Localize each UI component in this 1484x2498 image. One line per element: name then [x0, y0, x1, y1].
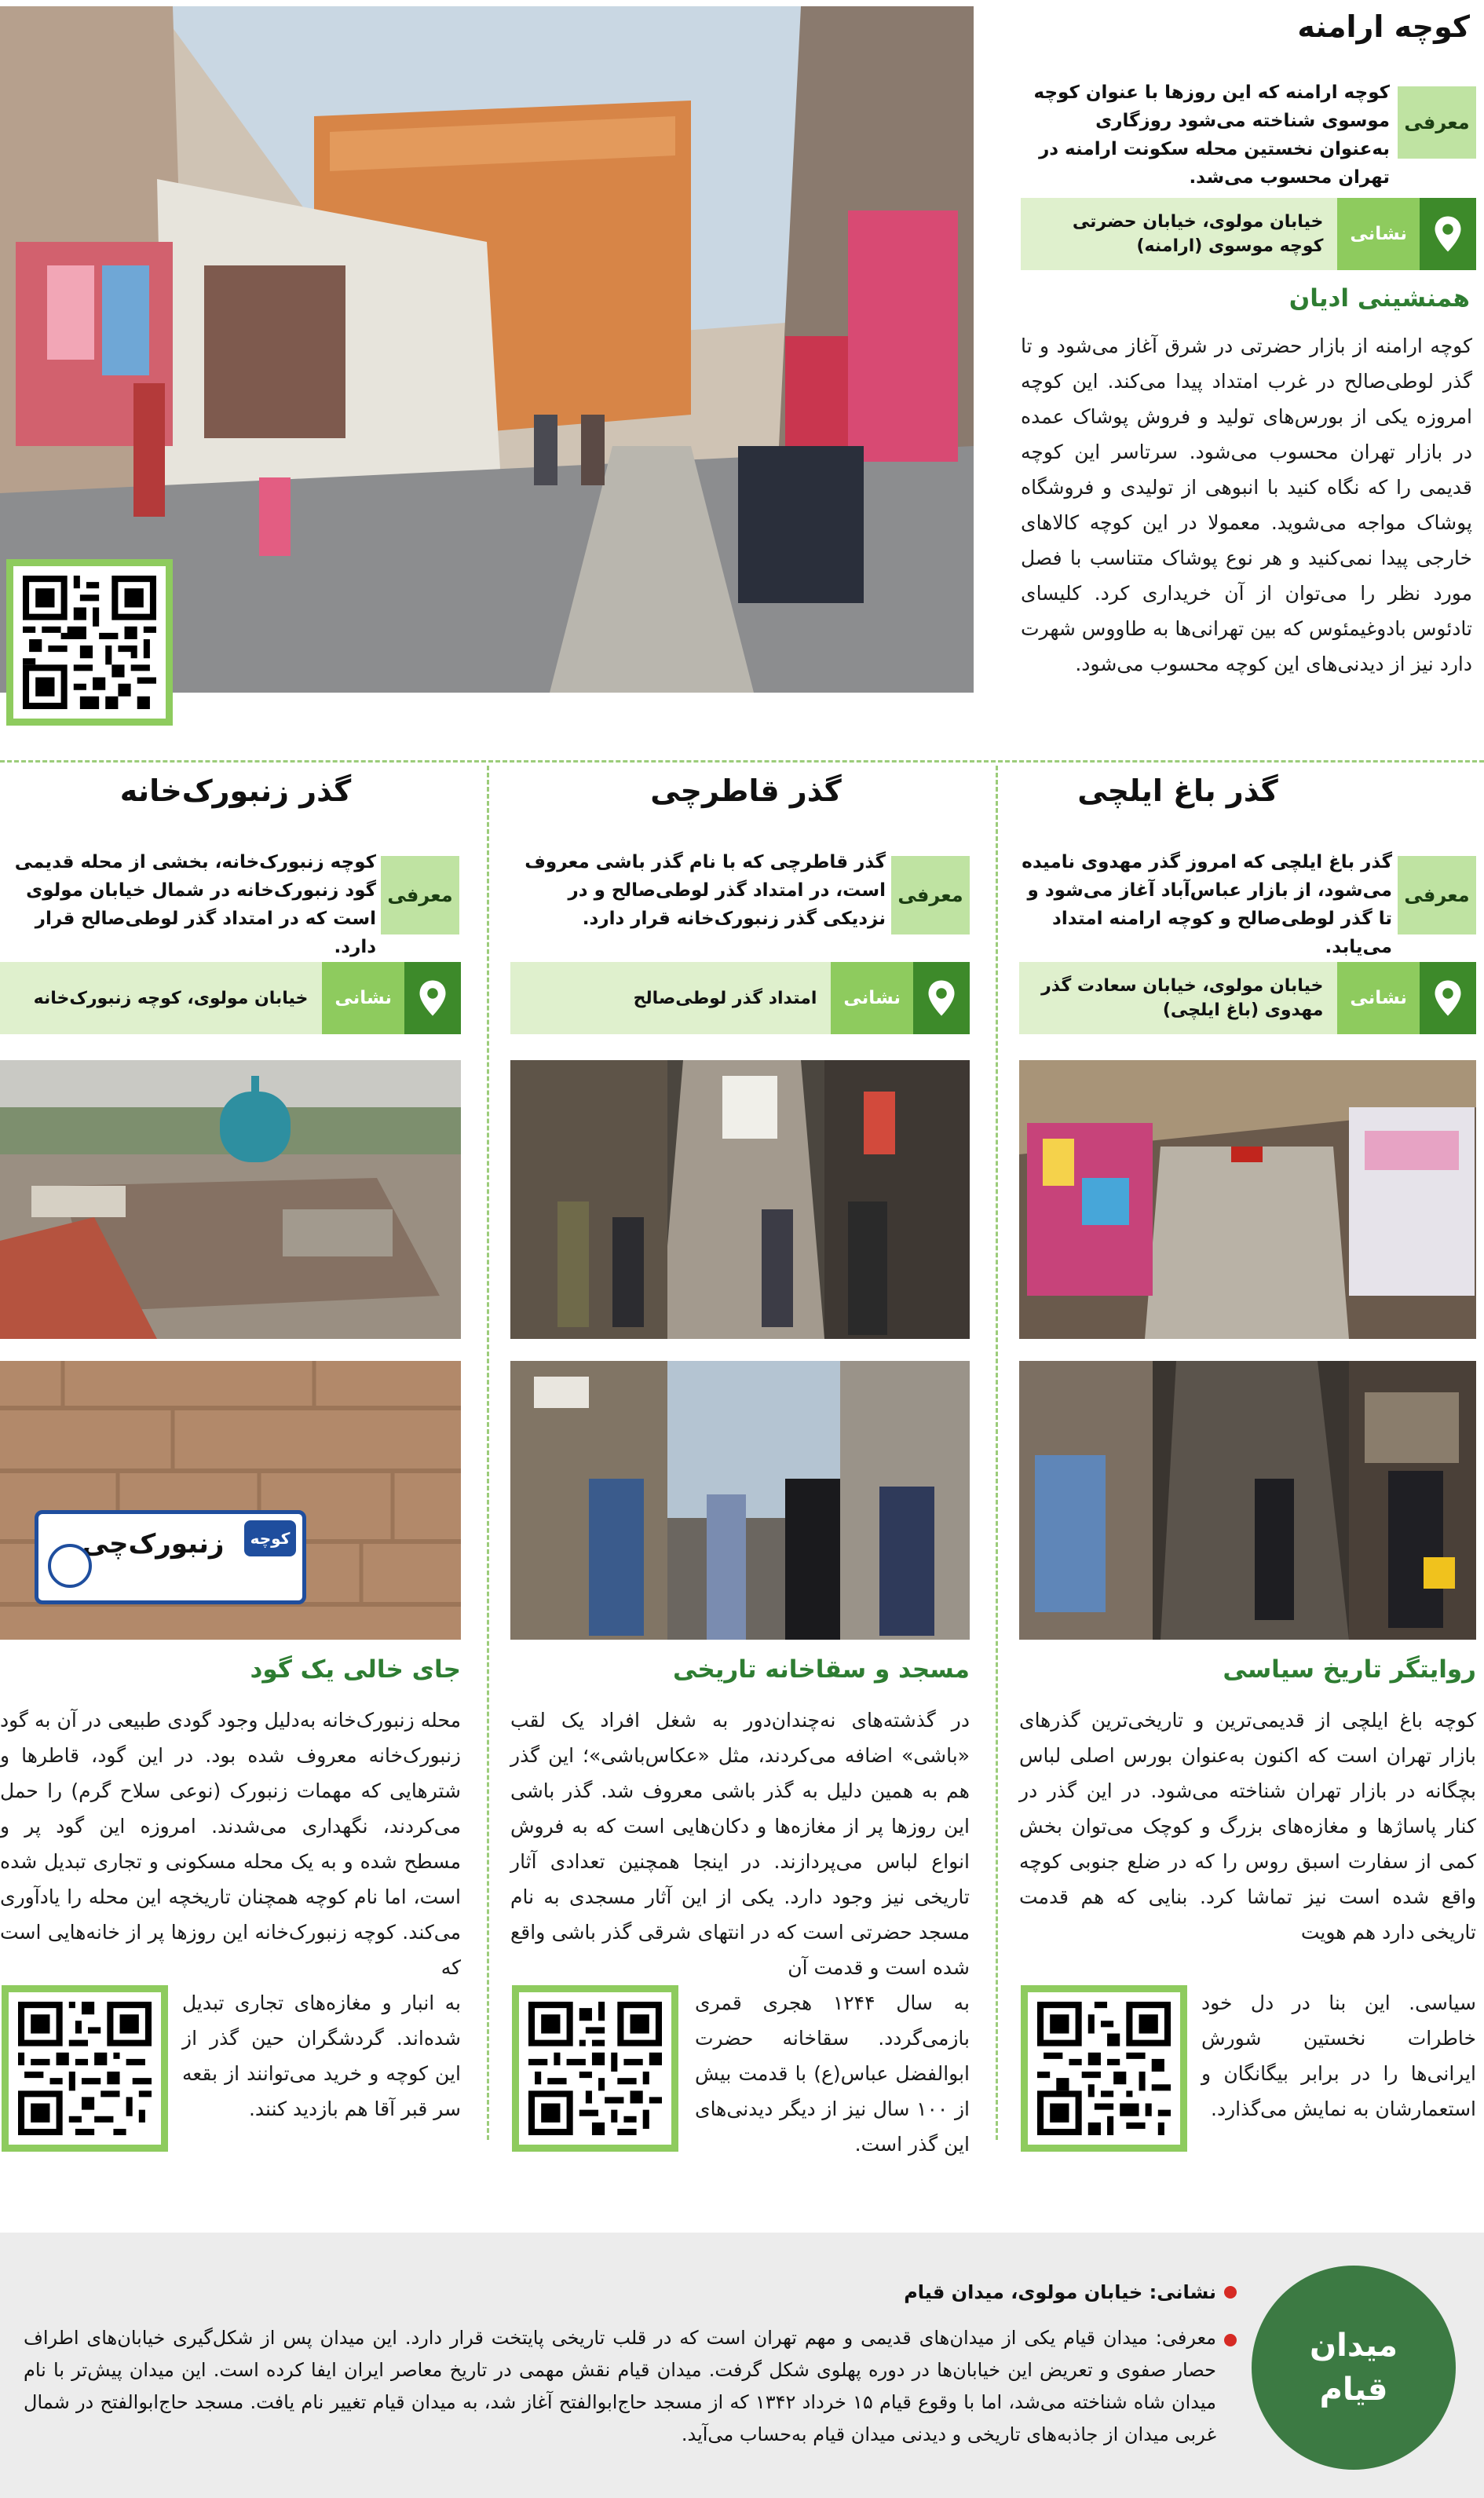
baghilchi-address-label: نشانی [1337, 962, 1420, 1034]
armeneh-qr-code[interactable] [6, 559, 173, 726]
baghilchi-address-bar [1019, 962, 1476, 1034]
armeneh-body: کوچه ارامنه از بازار حضرتی در شرق آغاز می‌شود و تا گذر لوطی‌صالح در غرب امتداد پیدا می‌کند. این کوچه امروزه یکی از بورس‌های تولید و فروش پوشاک عمده در بازار تهران محسوب می‌شود. سرتاسر این کوچه قدیمی را که نگاه کنید با انبوهی از تولیدی و فروشگاه پوشاک مواجه می‌شوید. معمولا در این کوچه کالاهای خارجی پیدا نمی‌کنید و هر نوع پوشاک متناسب با فصل مورد نظر را می‌توان از آن خریداری کرد. کلیسای تادئوس بادوغیمئوس که بین تهرانی‌ها به طاووس شهرت دارد نیز از دیدنی‌های این کوچه محسوب می‌شود. [1021, 335, 1472, 675]
baghilchi-qr-code[interactable] [1021, 1985, 1187, 2152]
armeneh-title: کوچه ارامنه [1297, 9, 1470, 44]
zanburak-photo-1 [0, 1060, 461, 1339]
map-pin-icon [1434, 980, 1462, 1016]
baghilchi-intro-label: معرفی [1398, 856, 1476, 934]
baghilchi-title: گذر باغ ایلچی [1077, 774, 1278, 808]
baghilchi-pin [1420, 962, 1476, 1034]
ghatorchi-title: گذر قاطرچی [650, 774, 842, 808]
baghilchi-address: خیابان مولوی، خیابان سعادت گذر مهدوی (باغ ایلچی) [1041, 976, 1324, 1020]
zanburak-body: محله زنبورک‌خانه به‌دلیل وجود گودی طبیعی در آن به گود زنبورک‌خانه معروف شده بود. در این گود، قاطرها و شترهایی که مهمات زنبورک (نوعی سلاح گرم) را حمل می‌کردند، نگهداری می‌شدند. امروزه این گود پر و مسطح شده و به یک محله مسکونی و تجاری تبدیل شده است، اما نام کوچه همچنان تاریخچه این محله را یادآوری می‌کند. کوچه زنبورک‌خانه این روزها پر از خانه‌هایی است که [0, 1709, 461, 1979]
zanburak-address: خیابان مولوی، کوچه زنبورک‌خانه [33, 988, 309, 1008]
ghatorchi-qr-code[interactable] [512, 1985, 678, 2152]
zanburak-body-tail: به انبار و مغازه‌های تجاری تبدیل شده‌اند. گردشگران حین گذر از این کوچه و خرید می‌توانند از بقعه سر قبر آقا هم بازدید کنند. [182, 1991, 461, 2120]
qr-code-icon [23, 576, 156, 709]
armeneh-intro-label: معرفی [1398, 86, 1476, 159]
qr-code-icon [1037, 2002, 1171, 2135]
zanburak-address-label: نشانی [322, 962, 404, 1034]
footer-intro-row [24, 2322, 1237, 2451]
ghatorchi-body: در گذشته‌های نه‌چندان‌دور به شغل افراد یک لقب «باشی» اضافه می‌کردند، مثل «عکاس‌باشی»؛ این گذر هم به همین دلیل به گذر باشی معروف شد. گذر باشی این روزها پر از مغازه‌ها و دکان‌هایی است که به فروش انواع لباس می‌پردازند. در اینجا همچنین تعدادی آثار تاریخی نیز وجود دارد. یکی از این آثار مسجدی به نام مسجد حضرتی است که در انتهای شرقی گذر باشی واقع شده است و قدمت آن [510, 1709, 970, 1979]
zanburak-street-sign [35, 1510, 306, 1604]
ghatorchi-address-bar [510, 962, 970, 1034]
qr-code-icon [18, 2002, 152, 2135]
ghatorchi-photo-1 [510, 1060, 970, 1339]
ghatorchi-address-label: نشانی [831, 962, 913, 1034]
section-divider [0, 760, 1484, 763]
armeneh-pin [1420, 198, 1476, 270]
zanburak-intro-label: معرفی [381, 856, 459, 934]
baghilchi-body: کوچه باغ ایلچی از قدیمی‌ترین و تاریخی‌ترین گذرهای بازار تهران است که اکنون به‌عنوان بورس اصلی لباس بچگانه در بازار تهران شناخته می‌شود. در این گذر در کنار پاساژها و مغازه‌های بزرگ و کوچک می‌توان بخش کمی از سفارت اسبق روس را که در ضلع جنوبی کوچه واقع شده است نیز تماشا کرد. بنایی که هم قدمت تاریخی دارد هم هویت [1019, 1709, 1476, 1944]
bullet-icon [1224, 2286, 1237, 2299]
zanburak-intro: کوچه زنبورک‌خانه، بخشی از محله قدیمی گود زنبورک‌خانه در شمال خیابان مولوی است که در امتداد گذر لوطی‌صالح قرار دارد. [14, 852, 376, 957]
baghilchi-photo-1 [1019, 1060, 1476, 1339]
ghatorchi-pin [913, 962, 970, 1034]
armeneh-address-label: نشانی [1337, 198, 1420, 270]
map-pin-icon [1434, 216, 1462, 252]
baghilchi-photo-2 [1019, 1361, 1476, 1640]
column-divider-left [487, 766, 489, 2140]
baghilchi-subtitle: روایتگر تاریخ سیاسی [1223, 1655, 1476, 1684]
baghilchi-intro: گذر باغ ایلچی که امروز گذر مهدوی نامیده می‌شود، از بازار عباس‌آباد آغاز می‌شود و تا گذر لوطی‌صالح و کوچه ارامنه امتداد می‌یابد. [1022, 852, 1392, 957]
footer-address-row [24, 2281, 1237, 2303]
footer-address: نشانی: خیابان مولوی، میدان قیام [904, 2281, 1216, 2303]
ghatorchi-subtitle: مسجد و سقاخانه تاریخی [673, 1655, 970, 1684]
street-sign-badge: کوچه [244, 1520, 296, 1556]
map-pin-icon [927, 980, 956, 1016]
zanburak-title: گذر زنبورک‌خانه [119, 774, 352, 808]
footer-badge [1252, 2266, 1456, 2470]
armeneh-address-bar [1021, 198, 1476, 270]
map-pin-icon [419, 980, 447, 1016]
zanburak-pin [404, 962, 461, 1034]
footer-intro: معرفی: میدان قیام یکی از میدان‌های قدیمی و مهم تهران است که در قلب تاریخی پایتخت قرار دارد. این میدان پس از شکل‌گیری خیابان‌های اطراف حصار صفوی و تعریض این خیابان‌ها در دوره پهلوی شکل گرفت. میدان قیام نقش مهمی در تاریخ معاصر ایران ایفا کرده است. این میدان پیش‌تر با نام میدان شاه شناخته می‌شد، اما با وقوع قیام ۱۵ خرداد ۱۳۴۲ که از مسجد حاج‌ابوالفتح آغاز شد، به میدان قیام تغییر نام یافت. مسجد حاج‌ابوالفتح در شمال غربی میدان از جاذبه‌های تاریخی و دیدنی میدان قیام به‌حساب می‌آید. [24, 2327, 1217, 2445]
ghatorchi-photo-2 [510, 1361, 970, 1640]
bullet-icon [1224, 2334, 1237, 2346]
column-divider-right [996, 766, 998, 2140]
ghatorchi-intro-label: معرفی [891, 856, 970, 934]
zanburak-qr-code[interactable] [2, 1985, 168, 2152]
armeneh-intro: کوچه ارامنه که این روزها با عنوان کوچه موسوی شناخته می‌شود روزگاری به‌عنوان نخستین محله سکونت ارامنه در تهران محسوب می‌شد. [1033, 82, 1390, 188]
baghilchi-body-tail: سیاسی. این بنا در دل خود خاطرات نخستین شورش ایرانی‌ها را در برابر بیگانگان و استعمارشان به نمایش می‌گذارد. [1201, 1991, 1476, 2120]
footer-badge-text: میدان قیام [1309, 2328, 1398, 2408]
street-sign-name: زنبورک‌چی [82, 1528, 225, 1560]
ghatorchi-intro: گذر قاطرچی که با نام گذر باشی معروف است، در امتداد گذر لوطی‌صالح و در نزدیکی گذر زنبورک‌خانه قرار دارد. [525, 852, 886, 929]
armeneh-address: خیابان مولوی، خیابان حضرتی کوچه موسوی (ارامنه) [1072, 212, 1324, 256]
zanburak-subtitle: جای خالی یک گود [250, 1655, 461, 1684]
ghatorchi-body-tail: به سال ۱۲۴۴ هجری قمری بازمی‌گردد. سقاخانه حضرت ابوالفضل عباس(ع) با قدمت بیش از ۱۰۰ سال نیز از دیگر دیدنی‌های این گذر است. [695, 1991, 970, 2156]
qr-code-icon [528, 2002, 662, 2135]
ghatorchi-address: امتداد گذر لوطی‌صالح [633, 988, 817, 1008]
tehran-emblem-icon [48, 1544, 92, 1588]
armeneh-subtitle: همنشینی ادیان [1288, 284, 1470, 313]
zanburak-address-bar [0, 962, 461, 1034]
